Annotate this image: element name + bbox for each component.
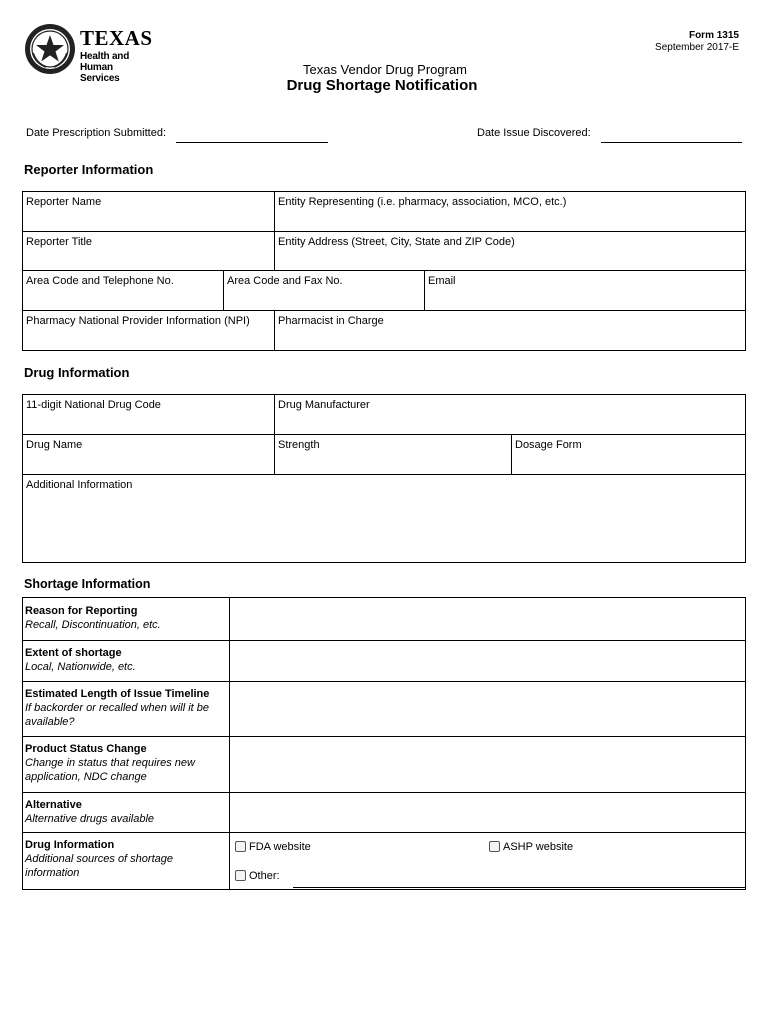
shortage-row-reason	[23, 598, 229, 640]
shortage-row-title: Drug Information	[25, 839, 115, 851]
logo-subtitle-line2: Services	[80, 73, 120, 84]
additional-information-field[interactable]	[23, 474, 745, 562]
reporter-name-field[interactable]	[23, 192, 275, 232]
drug-table	[22, 394, 746, 563]
shortage-row-extent	[23, 640, 229, 681]
logo-wordmark: TEXAS	[80, 26, 153, 50]
pharmacist-field[interactable]	[274, 310, 745, 350]
form-date: September 2017-E	[655, 42, 739, 53]
document-title: Drug Shortage Notification	[286, 77, 478, 94]
shortage-row-alternative	[23, 792, 229, 832]
other-checkbox[interactable]	[235, 870, 246, 881]
manufacturer-field[interactable]	[274, 395, 745, 435]
extent-input[interactable]	[230, 641, 745, 681]
shortage-row-status-change	[23, 736, 229, 792]
shortage-row-title: Product Status Change	[25, 743, 147, 755]
shortage-row-description: If backorder or recalled when will it be available?	[25, 702, 210, 728]
drug-section-heading: Drug Information	[24, 365, 130, 380]
pharmacist-label: Pharmacist in Charge	[278, 315, 384, 327]
drug-name-label: Drug Name	[26, 439, 83, 451]
reason-input[interactable]	[230, 598, 745, 640]
shortage-row-description: Alternative drugs available	[25, 813, 155, 825]
ashp-website-label: ASHP website	[503, 841, 574, 853]
reporter-title-field[interactable]	[23, 231, 275, 271]
dosage-form-field[interactable]	[511, 434, 745, 475]
entity-address-label: Entity Address (Street, City, State and ZIP Code)	[278, 236, 515, 248]
shortage-row-title: Estimated Length of Issue Timeline	[25, 688, 210, 700]
ndc-field[interactable]	[23, 395, 275, 435]
shortage-section-heading: Shortage Information	[24, 577, 151, 591]
entity-address-field[interactable]	[274, 231, 745, 271]
fda-website-label: FDA website	[249, 841, 311, 853]
drug-name-field[interactable]	[23, 434, 275, 475]
email-label: Email	[428, 275, 456, 287]
date-submitted-field[interactable]	[176, 142, 328, 143]
form-number: Form 1315	[688, 30, 739, 41]
program-name: Texas Vendor Drug Program	[302, 62, 468, 77]
ndc-label: 11-digit National Drug Code	[26, 399, 161, 411]
date-discovered-field[interactable]	[601, 142, 742, 143]
shortage-row-description: Recall, Discontinuation, etc.	[25, 619, 161, 631]
npi-label: Pharmacy National Provider Information (NPI)	[26, 315, 250, 327]
telephone-label: Area Code and Telephone No.	[26, 275, 174, 287]
shortage-row-title: Alternative	[25, 799, 82, 811]
timeline-input[interactable]	[230, 682, 745, 736]
manufacturer-label: Drug Manufacturer	[278, 399, 370, 411]
additional-information-label: Additional Information	[26, 479, 133, 491]
shortage-row-title: Reason for Reporting	[25, 605, 138, 617]
fda-website-checkbox[interactable]	[235, 841, 246, 852]
shortage-row-timeline	[23, 681, 229, 736]
status-change-input[interactable]	[230, 737, 745, 792]
shortage-row-title: Extent of shortage	[25, 647, 122, 659]
reporter-title-label: Reporter Title	[26, 236, 93, 248]
shortage-table	[22, 597, 746, 890]
reporter-name-label: Reporter Name	[26, 196, 102, 208]
entity-representing-label: Entity Representing (i.e. pharmacy, association, MCO, etc.)	[278, 196, 567, 208]
logo-subtitle-line1: Health and Human	[80, 51, 130, 73]
other-text-field[interactable]	[293, 887, 745, 888]
strength-label: Strength	[278, 439, 320, 451]
shortage-row-drug-information	[23, 832, 229, 889]
ashp-website-checkbox[interactable]	[489, 841, 500, 852]
npi-field[interactable]	[23, 310, 275, 350]
shortage-row-description: Change in status that requires new application, NDC change	[25, 757, 195, 783]
entity-representing-field[interactable]	[274, 192, 745, 232]
strength-field[interactable]	[274, 434, 512, 475]
other-label: Other:	[249, 870, 280, 882]
telephone-field[interactable]	[23, 270, 224, 311]
date-discovered-label: Date Issue Discovered:	[477, 127, 591, 139]
fax-field[interactable]	[223, 270, 425, 311]
fax-label: Area Code and Fax No.	[227, 275, 343, 287]
date-submitted-label: Date Prescription Submitted:	[26, 127, 167, 139]
shortage-row-description: Local, Nationwide, etc.	[25, 661, 136, 673]
email-field[interactable]	[424, 270, 745, 311]
alternative-input[interactable]	[230, 793, 745, 832]
shortage-row-description: Additional sources of shortage information	[25, 853, 173, 879]
reporter-table	[22, 191, 746, 351]
reporter-section-heading: Reporter Information	[24, 162, 154, 177]
dosage-form-label: Dosage Form	[515, 439, 582, 451]
